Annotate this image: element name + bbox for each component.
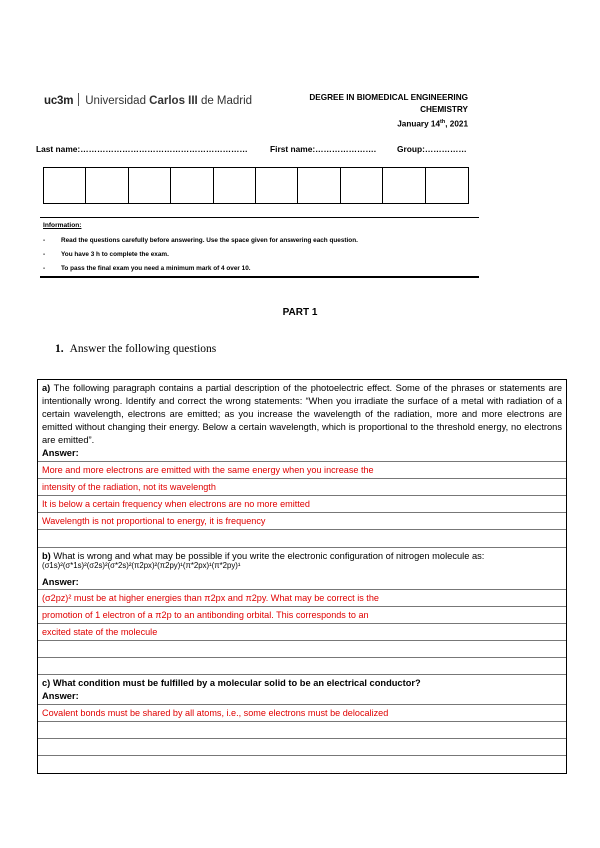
answer-table: [37, 379, 567, 774]
subject-title: CHEMISTRY: [420, 105, 468, 114]
answer-label: Answer:: [42, 577, 79, 587]
degree-title: DEGREE IN BIOMEDICAL ENGINEERING: [309, 93, 468, 102]
exam-header: [309, 92, 468, 131]
section-c-statement: c) What condition must be fulfilled by a molecular solid to be an electrical conductor? Answer:: [38, 675, 566, 705]
marks-cell[interactable]: [129, 168, 171, 203]
spacer-line: [38, 530, 566, 548]
info-top-rule: [40, 217, 479, 218]
logo-text-3: de Madrid: [197, 95, 253, 107]
section-b-statement: b) What is wrong and what may be possible if you write the electronic configuration of nitrogen molecule as: $^{(\sigma 1s)^2(\sigma*1s)^2(\sigma 2s)^2(\sigma*2s)^2(\pi 2px)^2(\pi 2py)^1(\pi*2px)^1(\pi*2py)^1}$ Answer:: [38, 548, 566, 590]
info-item: - To pass the final exam you need a minimum mark of 4 over 10.: [43, 265, 251, 272]
info-item: - You have 3 h to complete the exam.: [43, 251, 169, 258]
question-text: Answer the following questions: [69, 343, 217, 355]
part-title: PART 1: [282, 307, 318, 318]
answer-label: Answer:: [42, 691, 79, 701]
info-item: - Read the questions carefully before answering. Use the space given for answering each question.: [43, 237, 358, 244]
answer-line[interactable]: excited state of the molecule: [38, 624, 566, 641]
question-heading: [55, 343, 216, 355]
answer-line[interactable]: [38, 756, 566, 773]
answer-line[interactable]: promotion of 1 electron of a π2p to an antibonding orbital. This corresponds to an: [38, 607, 566, 624]
exam-date: January 14th, 2021: [397, 119, 468, 129]
answer-line[interactable]: [38, 641, 566, 658]
answer-line[interactable]: Covalent bonds must be shared by all atoms, i.e., some electrons must be delocalized: [38, 705, 566, 722]
marks-cell[interactable]: [214, 168, 256, 203]
first-name-field[interactable]: First name:………………….: [270, 144, 377, 154]
answer-line[interactable]: intensity of the radiation, not its wavelength: [38, 479, 566, 496]
marks-cell[interactable]: [171, 168, 213, 203]
info-bottom-rule: [40, 276, 479, 278]
marks-cell[interactable]: [341, 168, 383, 203]
group-field[interactable]: Group:……………: [397, 144, 467, 154]
question-number: 1.: [55, 343, 64, 355]
answer-line[interactable]: [38, 739, 566, 756]
marks-cell[interactable]: [426, 168, 468, 203]
logo-text-1: Universidad: [85, 95, 150, 107]
marks-cell[interactable]: [44, 168, 86, 203]
section-a-statement: a) The following paragraph contains a partial description of the photoelectric effect. Some of the phrases or statements are intentionally wrong. Identify and correct the wrong statements: “When you irradiate the surface of a metal with radiation of a certain wavelength, electrons are emitted; as you increase the wavelength of the radiation, more and more electrons are emitted without changing their energy. Below a certain wavelength, which is proportional to the threshold energy, no electrons are emitted”. Answer:: [38, 380, 566, 462]
university-logo: [44, 93, 252, 107]
information-title: Information:: [43, 222, 82, 229]
last-name-field[interactable]: Last name:……………………………………………………: [36, 144, 248, 154]
answer-line[interactable]: Wavelength is not proportional to energy, it is frequency: [38, 513, 566, 530]
answer-line[interactable]: [38, 722, 566, 739]
answer-line[interactable]: More and more electrons are emitted with the same energy when you increase the: [38, 462, 566, 479]
electron-configuration: (σ1s)²(σ*1s)²(σ2s)²(σ*2s)²(π2px)²(π2py)¹(π*2px)¹(π*2py)¹: [42, 561, 241, 570]
marks-grid: [43, 167, 469, 204]
marks-cell[interactable]: [256, 168, 298, 203]
answer-line[interactable]: (σ2pz)² must be at higher energies than π2px and π2py. What may be correct is the: [38, 590, 566, 607]
logo-separator: [78, 93, 79, 106]
answer-label: Answer:: [42, 448, 79, 458]
logo-text-2: Carlos III: [149, 95, 198, 107]
marks-cell[interactable]: [86, 168, 128, 203]
marks-cell[interactable]: [298, 168, 340, 203]
logo-mark: uc3m: [44, 95, 74, 107]
answer-line[interactable]: [38, 658, 566, 675]
marks-cell[interactable]: [383, 168, 425, 203]
answer-line[interactable]: It is below a certain frequency when electrons are no more emitted: [38, 496, 566, 513]
